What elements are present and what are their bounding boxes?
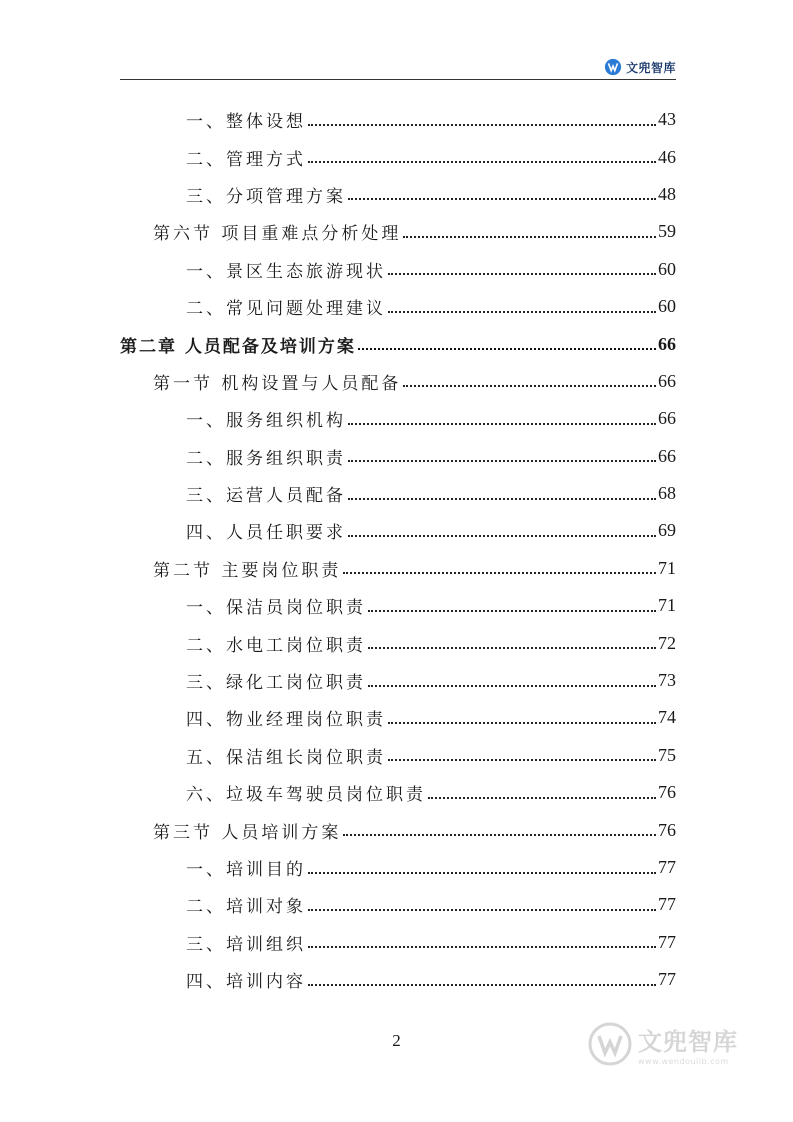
toc-entry-label: 四、人员任职要求 [186, 523, 346, 544]
toc-entry[interactable] [120, 400, 676, 437]
toc-entry-page: 43 [658, 109, 676, 130]
toc-entry-label: 三、运营人员配备 [186, 486, 346, 507]
toc-entry-label: 二、水电工岗位职责 [186, 635, 366, 656]
toc-dot-leader [403, 236, 656, 238]
toc-dot-leader [308, 161, 656, 163]
toc-entry-label: 三、培训组织 [186, 934, 306, 955]
header-brand-text: 文兜智库 [626, 60, 677, 75]
toc-dot-leader [348, 198, 656, 200]
header-divider [120, 79, 676, 80]
toc-entry[interactable] [120, 101, 676, 138]
toc-entry[interactable] [120, 924, 676, 961]
toc-entry-page: 66 [658, 445, 676, 466]
toc-dot-leader [388, 273, 656, 275]
toc-entry[interactable] [120, 213, 676, 250]
toc-dot-leader [308, 124, 656, 126]
toc-entry-page: 68 [658, 483, 676, 504]
toc-dot-leader [348, 423, 656, 425]
toc-entry[interactable] [120, 849, 676, 886]
toc-entry[interactable] [120, 475, 676, 512]
toc-entry[interactable] [120, 138, 676, 175]
toc-entry-label: 一、服务组织机构 [186, 411, 346, 432]
header-logo [604, 58, 676, 76]
toc-dot-leader [348, 498, 656, 500]
toc-dot-leader [308, 946, 656, 948]
toc-entry-label: 三、分项管理方案 [186, 186, 346, 207]
toc-entry-label: 第三节 人员培训方案 [153, 822, 342, 843]
toc-entry-page: 46 [658, 146, 676, 167]
toc-dot-leader [388, 722, 656, 724]
toc-entry[interactable] [120, 886, 676, 923]
toc-entry[interactable] [120, 363, 676, 400]
toc-entry-page: 74 [658, 707, 676, 728]
toc-entry-page: 77 [658, 969, 676, 990]
toc-entry-label: 一、保洁员岗位职责 [186, 598, 366, 619]
toc-entry-label: 第二章 人员配备及培训方案 [120, 336, 356, 357]
toc-dot-leader [308, 909, 656, 911]
toc-entry-page: 77 [658, 931, 676, 952]
toc-entry-page: 73 [658, 670, 676, 691]
toc-entry-page: 76 [658, 782, 676, 803]
toc-entry-label: 第六节 项目重难点分析处理 [153, 224, 402, 245]
toc-entry-page: 69 [658, 520, 676, 541]
toc-dot-leader [348, 535, 656, 537]
toc-entry-page: 66 [658, 370, 676, 391]
toc-entry-label: 二、培训对象 [186, 897, 306, 918]
toc-dot-leader [348, 460, 656, 462]
toc-dot-leader [358, 348, 656, 350]
toc-entry-page: 71 [658, 595, 676, 616]
toc-entry-page: 76 [658, 819, 676, 840]
toc-entry[interactable] [120, 699, 676, 736]
toc-entry-page: 77 [658, 894, 676, 915]
toc-dot-leader [388, 311, 656, 313]
toc-entry-page: 66 [658, 408, 676, 429]
toc-entry[interactable] [120, 325, 676, 362]
toc-entry-label: 一、培训目的 [186, 860, 306, 880]
toc-dot-leader [368, 685, 656, 687]
watermark-logo-icon [588, 1022, 632, 1066]
toc-entry[interactable] [120, 624, 676, 661]
toc-entry[interactable] [120, 961, 676, 998]
toc-entry-page: 60 [658, 296, 676, 317]
toc-entry-label: 第一节 机构设置与人员配备 [153, 373, 402, 394]
toc-entry[interactable] [120, 774, 676, 811]
toc-entry[interactable] [120, 662, 676, 699]
toc-dot-leader [308, 984, 656, 986]
toc-entry-page: 75 [658, 744, 676, 765]
toc-entry-label: 五、保洁组长岗位职责 [186, 747, 386, 768]
watermark [588, 1022, 738, 1066]
toc-entry-label: 四、物业经理岗位职责 [186, 710, 386, 731]
toc-dot-leader [388, 759, 656, 761]
toc-entry[interactable] [120, 737, 676, 774]
toc-entry-page: 66 [658, 333, 676, 354]
toc-dot-leader [343, 572, 656, 574]
toc-dot-leader [368, 610, 656, 612]
toc-dot-leader [428, 797, 656, 799]
toc-entry-page: 71 [658, 557, 676, 578]
toc-entry[interactable] [120, 251, 676, 288]
toc-entry-label: 第二节 主要岗位职责 [153, 560, 342, 581]
toc-entry[interactable] [120, 550, 676, 587]
toc-entry-label: 一、整体设想 [186, 112, 306, 133]
toc-dot-leader [403, 385, 656, 387]
toc-entry-label: 六、垃圾车驾驶员岗位职责 [186, 785, 426, 806]
toc-entry-label: 二、常见问题处理建议 [186, 299, 386, 320]
brand-logo-icon [604, 58, 622, 76]
toc-entry[interactable] [120, 176, 676, 213]
toc-entry-label: 三、绿化工岗位职责 [186, 673, 366, 694]
toc-entry-page: 77 [658, 857, 676, 877]
toc-entry[interactable] [120, 587, 676, 624]
page-number: 2 [392, 1031, 401, 1050]
toc-dot-leader [368, 647, 656, 649]
toc-entry-page: 59 [658, 221, 676, 242]
toc-dot-leader [343, 834, 656, 836]
toc-entry-page: 72 [658, 632, 676, 653]
watermark-brand-text: 文兜智库 [638, 1028, 738, 1056]
table-of-contents [120, 101, 676, 998]
toc-entry[interactable] [120, 512, 676, 549]
toc-entry-label: 二、管理方式 [186, 149, 306, 170]
toc-entry-page: 48 [658, 183, 676, 204]
toc-entry[interactable] [120, 288, 676, 325]
toc-entry-label: 二、服务组织职责 [186, 448, 346, 469]
toc-entry-label: 四、培训内容 [186, 972, 306, 993]
toc-entry[interactable] [120, 438, 676, 475]
toc-entry-label: 一、景区生态旅游现状 [186, 261, 386, 282]
toc-entry-page: 60 [658, 258, 676, 279]
watermark-url-text: www.wendoulib.com [638, 1057, 729, 1066]
toc-entry[interactable] [120, 811, 676, 848]
toc-dot-leader [308, 872, 656, 874]
